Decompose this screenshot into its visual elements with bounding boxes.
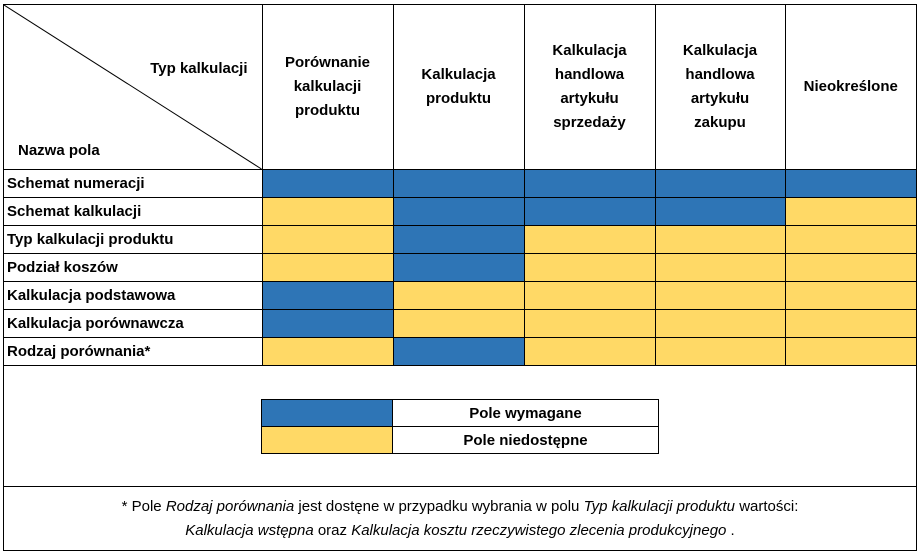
required-cell <box>524 198 655 226</box>
field-name-label: Nazwa pola <box>18 142 100 159</box>
row-label: Schemat numeracji <box>4 170 262 198</box>
header-row <box>4 5 916 170</box>
unavailable-cell <box>524 226 655 254</box>
required-swatch <box>262 400 393 427</box>
table-row <box>4 254 916 282</box>
unavailable-cell <box>524 310 655 338</box>
required-cell <box>393 170 524 198</box>
unavailable-cell <box>655 226 785 254</box>
unavailable-swatch <box>262 427 393 454</box>
unavailable-cell <box>785 282 916 310</box>
row-label: Podział koszów <box>4 254 262 282</box>
unavailable-cell <box>262 198 393 226</box>
calculation-matrix-document <box>3 4 917 551</box>
unavailable-cell <box>655 282 785 310</box>
legend-row-unavailable <box>262 427 659 454</box>
required-cell <box>393 338 524 366</box>
field-availability-table <box>4 5 916 366</box>
row-label: Kalkulacja porównawcza <box>4 310 262 338</box>
required-legend-label: Pole wymagane <box>393 400 659 427</box>
unavailable-cell <box>655 338 785 366</box>
required-cell <box>655 170 785 198</box>
footnote-value-1: Kalkulacja wstępna <box>185 522 314 539</box>
required-cell <box>393 226 524 254</box>
unavailable-cell <box>785 254 916 282</box>
column-header-comparison: Porównanie kalkulacji produktu <box>262 5 393 170</box>
unavailable-cell <box>393 282 524 310</box>
legend <box>261 399 659 454</box>
table-row <box>4 338 916 366</box>
row-label: Rodzaj porównania* <box>4 338 262 366</box>
row-label: Kalkulacja podstawowa <box>4 282 262 310</box>
unavailable-legend-label: Pole niedostępne <box>393 427 659 454</box>
table-row <box>4 310 916 338</box>
footnote-text: jest dostęne w przypadku wybrania w polu <box>294 498 584 515</box>
required-cell <box>655 198 785 226</box>
required-cell <box>262 282 393 310</box>
column-header-purchase-item: Kalkulacja handlowa artykułu zakupu <box>655 5 785 170</box>
column-header-product: Kalkulacja produktu <box>393 5 524 170</box>
unavailable-cell <box>524 254 655 282</box>
required-cell <box>393 198 524 226</box>
unavailable-cell <box>393 310 524 338</box>
table-row <box>4 198 916 226</box>
corner-header-cell <box>4 5 262 170</box>
column-header-sales-item: Kalkulacja handlowa artykułu sprzedaży <box>524 5 655 170</box>
column-header-undefined: Nieokreślone <box>785 5 916 170</box>
footnote <box>4 486 916 548</box>
unavailable-cell <box>524 282 655 310</box>
footnote-value-2: Kalkulacja kosztu rzeczywistego zlecenia produkcyjnego <box>351 522 727 539</box>
unavailable-cell <box>785 198 916 226</box>
table-row <box>4 226 916 254</box>
required-cell <box>785 170 916 198</box>
row-label: Schemat kalkulacji <box>4 198 262 226</box>
unavailable-cell <box>262 338 393 366</box>
unavailable-cell <box>785 310 916 338</box>
required-cell <box>524 170 655 198</box>
row-label: Typ kalkulacji produktu <box>4 226 262 254</box>
footnote-text: * Pole <box>121 498 166 515</box>
required-cell <box>393 254 524 282</box>
footnote-field-name: Rodzaj porównania <box>165 498 295 515</box>
table-row <box>4 170 916 198</box>
unavailable-cell <box>655 310 785 338</box>
required-cell <box>262 310 393 338</box>
unavailable-cell <box>655 254 785 282</box>
footnote-line-1 <box>4 495 916 519</box>
footnote-line-2 <box>4 519 916 543</box>
footnote-text: . <box>726 522 735 539</box>
footnote-field-type: Typ kalkulacji produktu <box>583 498 736 515</box>
unavailable-cell <box>785 338 916 366</box>
unavailable-cell <box>262 226 393 254</box>
footnote-text: wartości: <box>735 498 799 515</box>
unavailable-cell <box>785 226 916 254</box>
footnote-text: oraz <box>313 522 352 539</box>
calculation-type-label: Typ kalkulacji <box>150 60 248 77</box>
table-row <box>4 282 916 310</box>
legend-row-required <box>262 400 659 427</box>
required-cell <box>262 170 393 198</box>
unavailable-cell <box>262 254 393 282</box>
unavailable-cell <box>524 338 655 366</box>
